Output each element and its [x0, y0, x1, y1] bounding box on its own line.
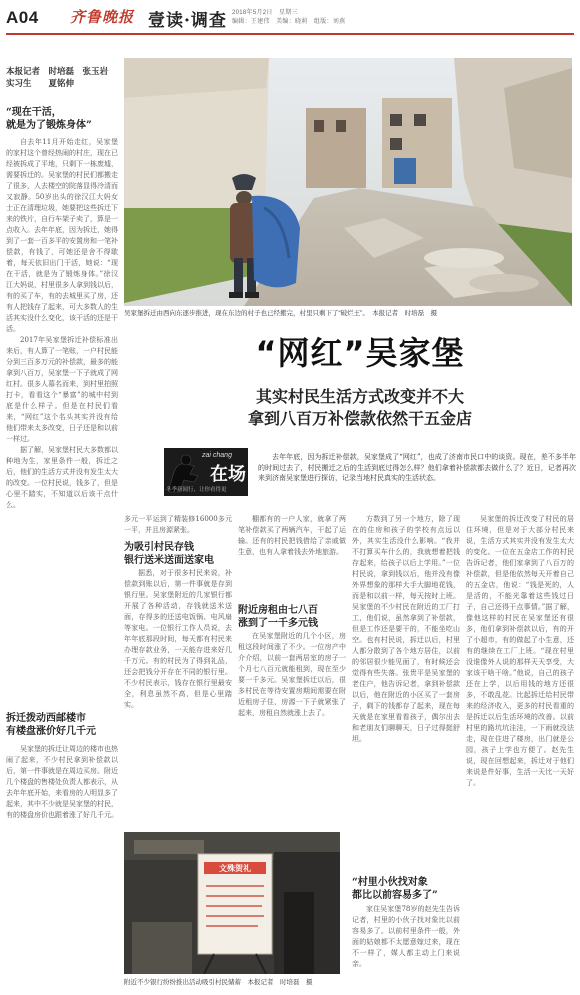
main-photo [124, 58, 572, 306]
subheadline [190, 386, 530, 430]
article-column-5: 吴家堡的拆迁改变了村民的居住环境，但是对于大部分村民来说，生活方式其实并没有发生太大的变化。一位在五金店工作的村民告诉记者，他们家拿到了八百万的补偿款，但是他依然每天开着自己的五金店，他说：“钱是死的，人是活的，不能光靠着这些钱过日子，自己还得干点事情。”据了解，像他这样的村民在吴家堡还有很多，他们拿到补偿款以后，有的开了小超市，有的做起了小生意，还有的继续在工厂上班。“现在村里没谁像外人说的那样天天享受，大家该干啥干啥。”他说，自己的孩子还在上学，以后用钱的地方还很多，不敢乱花。比起拆迁给村民带来的经济收入，更多的村民看重的是拆迁以后生活环境的改善。以前村里的路坑坑洼洼，一下雨就没法走，现在住进了楼房，出门就是公园，孩子上学也方便了。赵先生说，现在回想起来，拆迁对于他们来说是件好事，生活一天比一天好了。 [466, 515, 574, 787]
byline [6, 66, 118, 90]
bank-photo-caption: 附近不少银行纷纷推出活动吸引村民储蓄 本报记者 时培磊 摄 [124, 979, 313, 986]
page-number: A04 [6, 8, 39, 27]
zaichang-roman: zai chang [202, 452, 232, 459]
masthead-date: 2018年5月2日 星期三 [232, 10, 298, 16]
article-column-3-body: 在吴家堡附近的几个小区，房租这段时间涨了不少。一位房产中介介绍，以前一套两居室的房子一个月七八百元就能租到，现在至少要一千多元。吴家堡拆迁以后，很多村民在等待安置房期间需要在附近租房子住，房源一下子就紧张了起来，房租自然就涨上去了。 [238, 632, 346, 717]
subhead-housing-market: 拆迁拨动西邮楼市 有楼盘涨价好几千元 [6, 713, 96, 737]
sign-title: 文殊贺礼 [219, 863, 251, 873]
lede-paragraph: 去年年底，因为拆迁补偿款，吴家堡成了“网红”，也成了济南市民口中的谈资。现在，差不多半年的时间过去了，村民搬迁之后的生活到底过得怎么样？他们拿着补偿款都去做什么了？近日，记者再次来到济南吴家堡进行探访，记录当地村民真实的生活状态。 [258, 453, 576, 482]
newspaper-logo: 齐鲁晚报 [70, 8, 135, 26]
byline-line-1: 本报记者 时培磊 张玉岩 [6, 67, 109, 77]
subhead-bank-gifts: 为吸引村民存钱 银行送米送面送家电 [124, 542, 214, 566]
masthead-rule [6, 33, 574, 35]
subheadline-line-1: 其实村民生活方式改变并不大 [255, 387, 464, 406]
byline-line-2: 实习生 夏铭伸 [6, 79, 75, 89]
bank-photo [124, 832, 340, 974]
zaichang-title: 在场 [210, 464, 246, 485]
subhead-exercise: “现在干活， 就是为了锻炼身体” [6, 107, 92, 131]
subheadline-line-2: 拿到八百万补偿款依然干五金店 [247, 409, 472, 428]
bank-lobby-photo [124, 832, 340, 974]
article-column-4-body: 家住吴家堡78岁的赵先生告诉记者，村里的小伙子找对象比以前容易多了。以前村里条件一般，外面的姑娘都不太愿意嫁过来，现在不一样了，媒人都主动上门来说亲。 [352, 905, 460, 968]
village-street-photo [124, 58, 572, 306]
subhead-matchmaking: “村里小伙找对象 都比以前容易多了” [352, 877, 438, 901]
article-column-4-top: 方数到了另一个地方，除了现在的住房和孩子的学校有点远以外，其实生活没什么影响。“我并不打算买车什么的，我就想着把钱存起来，给孩子以后上学用。”一位村民说，拿到钱以后，他并没有像外界想象的那样大手大脚地花钱，而是和以前一样，每天按时上班。吴家堡的不少村民在附近的工厂打工，他们说，虽然拿到了补偿款，但是工作还是要干的，不能坐吃山空。也有村民说，拆迁以后，村里人都分散到了各个地方居住，以前的邻居很少能见面了，有时候还会觉得有些失落。张贵平是吴家堡的老住户，他告诉记者，拿到补偿款以后，他在附近的小区买了一套房子，剩下的钱都存了起来，现在每天就是在家里看看孩子，偶尔出去和老朋友们聊聊天，日子过得挺舒坦。 [352, 515, 460, 743]
article-column-left-top [6, 137, 118, 697]
paragraph: 自去年11月开始走红，吴家堡的家村这个曾经热闹的村庄，现在已经被拆成了平地，只剩下一栋废墟，需要拆迁的。吴家堡的村民们都搬走了很多，人去楼空的院落显得冷清而又寂静。50岁出头的徐汉江大妈女士正在清理垃圾，她要把这些拆迁下来的铁片，自行车架子卖了，算是一点收入。去年年底，因为拆迁，她得到了一套一百多平的安置房和一笔补偿款，有钱了，可她还是舍不得歇着，每天依旧出门干活，她说：“现在干活，就是为了锻炼身体。”徐汉江大妈说，村里很多人拿到钱以后，有的买了车，有的去城里买了房，还有人把钱存了起来，可大多数人的生活其实没什么变化，该干活的还是干活。 [6, 138, 118, 333]
section-title: 壹读·调查 [148, 11, 227, 31]
article-column-2-body: 据悉，对于很多村民来说，补偿款到账以后，第一件事就是存到银行里。吴家堡附近的几家银行都开展了各种活动，存钱就送米送面，存得多的还送电饭锅、电风扇等家电。一位银行工作人员说，去年年底那段时间，每天都有村民来办理存款业务，一天能存进来好几千万元。有的村民为了得到礼品，还会把钱分开存在不同的银行里。不少村民表示，钱存在银行里最安全，利息虽然不高，但是心里踏实。 [124, 569, 232, 709]
article-column-left-bottom [6, 744, 118, 990]
masthead-editors: 编辑：王建伟 美编：晓莉 组版：刘燕 [232, 19, 346, 25]
subhead-rent-rise: 附近房租由七八百 涨到了一千多元钱 [238, 605, 318, 629]
zaichang-slogan: 冬季新闻行，让你看得更 [166, 487, 227, 493]
headline: “网红”吴家堡 [255, 334, 465, 372]
paragraph: 吴家堡的拆迁让周边的楼市也热闹了起来，不少村民拿到补偿款以后，第一件事就是在周边买房。附近几个楼盘的售楼处负责人都表示，从去年年底开始，来看房的人明显多了起来，其中不少就是吴家堡的村民，有的楼盘房价也跟着涨了好几千元。 [6, 745, 118, 819]
article-column-2-top: 多元一平运到了精装修16000多元一平，并且房源紧张。 [124, 515, 232, 534]
main-photo-caption: 吴家堡拆迁由西向东逐步推进，现在东边的村子也已经搬完，村里只剩下了“破烂王”。 本报记者 时培磊 摄 [124, 310, 438, 317]
paragraph: 据了解，吴家堡村民大多数都以种地为生，家里条件一般，拆迁之后，他们的生活方式并没有发生太大的改变。一位村民说，钱多了，但是心里不踏实，不知道以后该干点什么。 [6, 446, 118, 509]
paragraph: 2017年吴家堡拆迁补偿标准出来后，有人算了一笔账，一户村民能分到三百多万元的补偿款，最多的能拿到八百万，吴家堡一下子就成了网红村。很多人慕名而来，到村里拍照打卡，看看这个“暴富”的城中村到底是什么样子。但是在村民们看来，“网红”这个名头其实并没有给他们带来太多改变，日子还是和以前一样过。 [6, 336, 118, 443]
article-column-3-top: 棚都有的一户人家，就拿了两笔补偿款买了两辆汽车，干起了运输。还有的村民把钱借给了亲戚做生意，也有人拿着钱去外地旅游。 [238, 515, 346, 556]
